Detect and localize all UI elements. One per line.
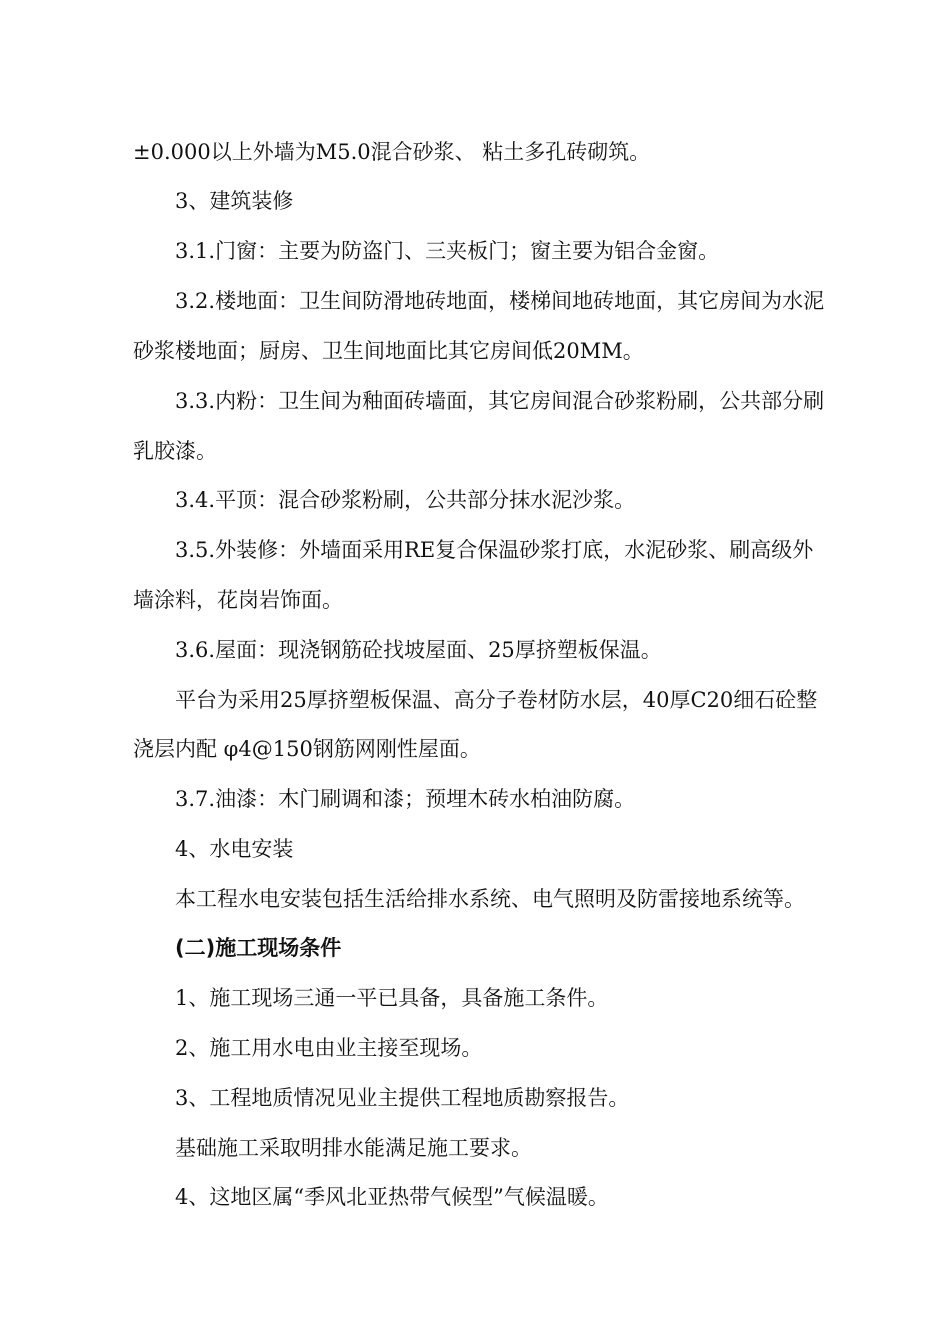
text-line: 平台为采用25厚挤塑板保温、高分子卷材防水层，40厚C20细石砼整 (175, 688, 818, 712)
section-heading: 4、水电安装 (175, 837, 294, 861)
text-line: 3.2.楼地面：卫生间防滑地砖地面，楼梯间地砖地面，其它房间为水泥 (175, 289, 825, 313)
text-line: 3.3.内粉：卫生间为釉面砖墙面，其它房间混合砂浆粉刷，公共部分刷 (175, 389, 825, 413)
text-line: 3.1.门窗：主要为防盗门、三夹板门；窗主要为铝合金窗。 (175, 239, 720, 263)
text-line: 本工程水电安装包括生活给排水系统、电气照明及防雷接地系统等。 (175, 887, 805, 911)
text-line: 墙涂料，花岗岩饰面。 (133, 588, 343, 612)
text-line: 砂浆楼地面；厨房、卫生间地面比其它房间低20MM。 (133, 339, 644, 363)
text-line: 4、这地区属“季风北亚热带气候型”气候温暖。 (175, 1185, 609, 1209)
text-line: 基础施工采取明排水能满足施工要求。 (175, 1136, 532, 1160)
text-line: 2、施工用水电由业主接至现场。 (175, 1036, 483, 1060)
section-heading: 3、建筑装修 (175, 189, 294, 213)
text-line: 1、施工现场三通一平已具备，具备施工条件。 (175, 986, 609, 1010)
section-heading-bold: (二)施工现场条件 (175, 936, 342, 960)
text-line: 乳胶漆。 (133, 439, 217, 463)
text-line: 3.4.平顶：混合砂浆粉刷，公共部分抹水泥沙浆。 (175, 488, 636, 512)
text-line: 3.7.油漆：木门刷调和漆；预埋木砖水柏油防腐。 (175, 787, 636, 811)
text-line: ±0.000以上外墙为M5.0混合砂浆、 粘土多孔砖砌筑。 (133, 140, 651, 164)
text-line: 3.6.屋面：现浇钢筋砼找坡屋面、25厚挤塑板保温。 (175, 638, 662, 662)
text-line: 浇层内配 φ4@150钢筋网刚性屋面。 (133, 737, 481, 761)
text-line: 3、工程地质情况见业主提供工程地质勘察报告。 (175, 1086, 630, 1110)
text-line: 3.5.外装修：外墙面采用RE复合保温砂浆打底，水泥砂浆、刷高级外 (175, 538, 814, 562)
